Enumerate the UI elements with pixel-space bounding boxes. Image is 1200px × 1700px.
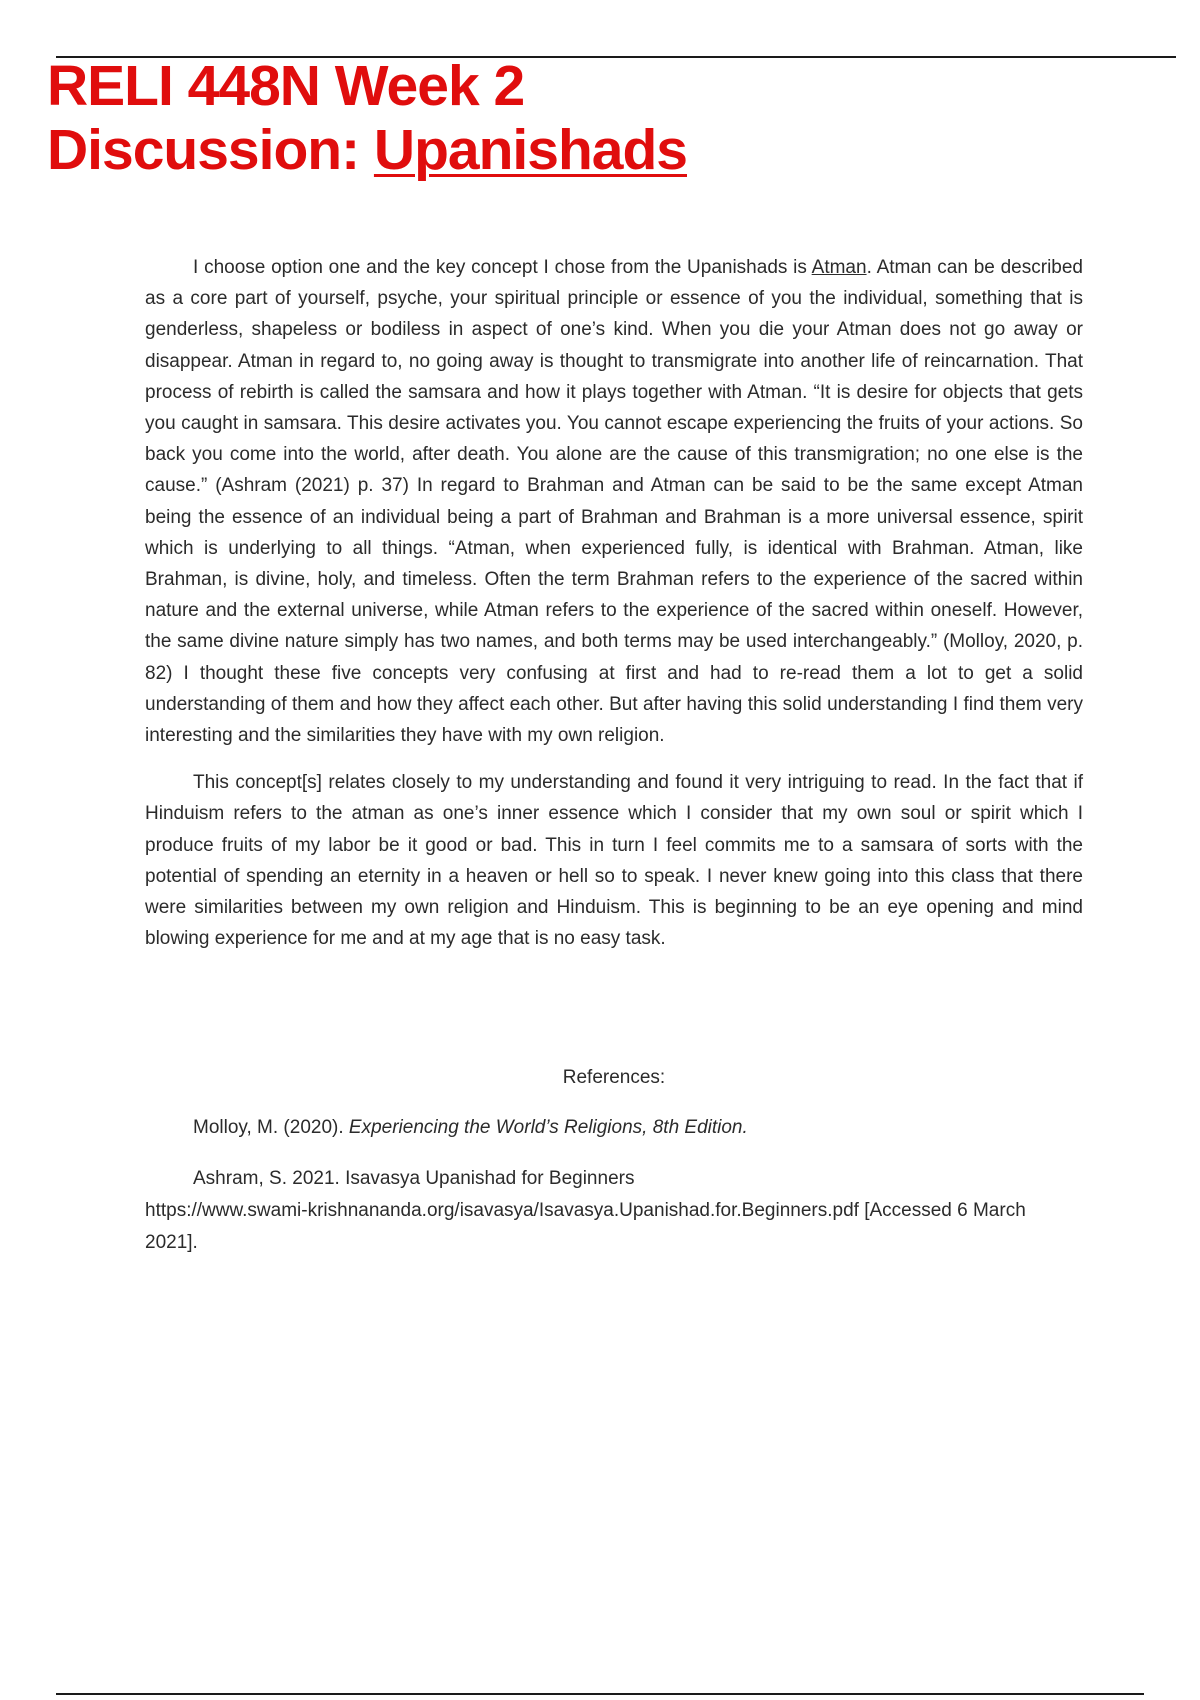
paragraph-1-intro: I choose option one and the key concept I chose from the Upanishads is xyxy=(193,257,812,278)
references-heading: References: xyxy=(562,1067,666,1088)
document-title xyxy=(47,54,687,182)
reference-ashram-url: https://www.swami-krishnananda.org/isavasya/Isavasya.Upanishad.for.Beginners.pdf [Accessed 6 March 2021]. xyxy=(145,1200,1026,1253)
reference-ashram xyxy=(145,1163,1083,1259)
reference-molloy-title: Experiencing the World’s Religions, 8th Edition. xyxy=(348,1117,748,1138)
paragraph-1-text: . Atman can be described as a core part of yourself, psyche, your spiritual principle or essence of you the individual, something that is genderless, shapeless or bodiless in aspect of one’s kind. When you die your Atman does not go away or disappear. Atman in regard to, no going away is thought to transmigrate into another life of reincarnation. That process of rebirth is called the samsara and how it plays together with Atman. “It is desire for objects that gets you caught in samsara. This desire activates you. You cannot escape experiencing the fruits of your actions. So back you come into the world, after death. You alone are the cause of this transmigration; no one else is the cause.” (Ashram (2021) p. 37) In regard to Brahman and Atman can be said to be the same except Atman being the essence of an individual being a part of Brahman and Brahman is a more universal essence, spirit which is underlying to all things. “Atman, when experienced fully, is identical with Brahman. Atman, like Brahman, is divine, holy, and timeless. Often the term Brahman refers to the experience of the sacred within nature and the external universe, while Atman refers to the experience of the sacred within oneself. However, the same divine nature simply has two names, and both terms may be used interchangeably.” (Molloy, 2020, p. 82) I thought these five concepts very confusing at first and had to re-read them a lot to get a solid understanding of them and how they affect each other. But after having this solid understanding I find them very interesting and the similarities they have with my own religion. xyxy=(145,257,1083,747)
reference-molloy xyxy=(145,1112,1083,1144)
key-term-atman: Atman xyxy=(811,257,867,278)
reference-molloy-author: Molloy, M. (2020). xyxy=(193,1117,349,1138)
essay-body xyxy=(145,252,1083,954)
bottom-horizontal-rule xyxy=(56,1693,1144,1695)
paragraph-1 xyxy=(145,252,1083,751)
title-line-2-prefix: Discussion: xyxy=(47,118,374,182)
paragraph-2: This concept[s] relates closely to my understanding and found it very intriguing to read. In the fact that if Hinduism refers to the atman as one’s inner essence which I consider that my own soul or spirit which I produce fruits of my labor be it good or bad. This in turn I feel commits me to a samsara of sorts with the potential of spending an eternity in a heaven or hell so to speak. I never knew going into this class that there were similarities between my own religion and Hinduism. This is beginning to be an eye opening and mind blowing experience for me and at my age that is no easy task. xyxy=(145,772,1083,950)
reference-ashram-line-1: Ashram, S. 2021. Isavasya Upanishad for Beginners xyxy=(193,1168,635,1189)
title-underlined-word: Upanishads xyxy=(373,118,687,182)
title-line-2 xyxy=(47,118,687,182)
title-line-1: RELI 448N Week 2 xyxy=(47,54,525,118)
